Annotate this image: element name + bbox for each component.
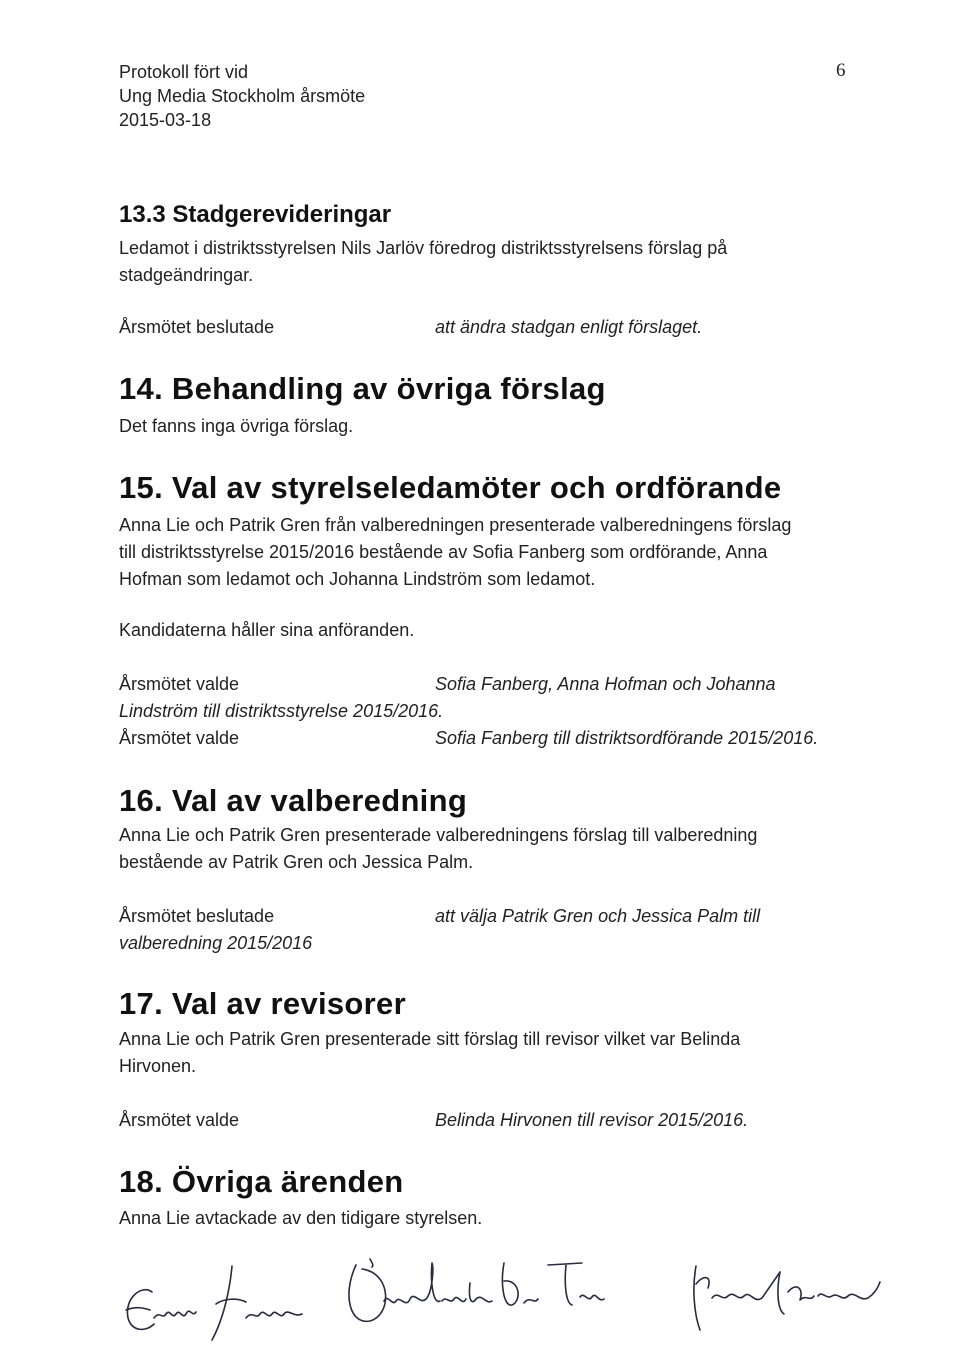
section-18-body: Anna Lie avtackade av den tidigare styrelsen. (119, 1208, 483, 1228)
section-13-3-decision-label: Årsmötet beslutade (119, 317, 275, 337)
section-15-body-line3: Hofman som ledamot och Johanna Lindström som ledamot. (119, 569, 596, 589)
section-13-3-body-line2: stadgeändringar. (119, 265, 254, 285)
section-15-body-line1: Anna Lie och Patrik Gren från valberedningen presenterade valberedningens förslag (119, 515, 792, 535)
section-15-decision2-label: Årsmötet valde (119, 728, 240, 748)
protocol-header-organization: Ung Media Stockholm årsmöte (119, 86, 366, 106)
section-17-title: 17. Val av revisorer (119, 986, 406, 1021)
section-17-body-line2: Hirvonen. (119, 1056, 197, 1076)
signature-2 (336, 1255, 606, 1340)
section-17-decision-text: Belinda Hirvonen till revisor 2015/2016. (435, 1110, 749, 1130)
section-15-title: 15. Val av styrelseledamöter och ordförande (119, 470, 782, 505)
section-13-3-title: 13.3 Stadgerevideringar (119, 201, 392, 228)
section-18-title: 18. Övriga ärenden (119, 1164, 404, 1199)
signature-1 (112, 1248, 312, 1348)
section-15-decision1-label: Årsmötet valde (119, 674, 240, 694)
signature-3 (684, 1258, 884, 1338)
page-number: 6 (836, 60, 846, 81)
section-16-body-line2: bestående av Patrik Gren och Jessica Palm. (119, 852, 474, 872)
section-16-body-line1: Anna Lie och Patrik Gren presenterade valberedningens förslag till valberedning (119, 825, 758, 845)
section-14-body: Det fanns inga övriga förslag. (119, 416, 354, 436)
section-17-body-line1: Anna Lie och Patrik Gren presenterade sitt förslag till revisor vilket var Belinda (119, 1029, 741, 1049)
section-13-3-body-line1: Ledamot i distriktsstyrelsen Nils Jarlöv föredrog distriktsstyrelsens förslag på (119, 238, 728, 258)
section-14-title: 14. Behandling av övriga förslag (119, 371, 606, 406)
section-16-decision-label: Årsmötet beslutade (119, 906, 275, 926)
section-16-decision-text-line2: valberedning 2015/2016 (119, 933, 313, 953)
protocol-header-line1: Protokoll fört vid (119, 62, 249, 82)
section-15-decision1-text-line1: Sofia Fanberg, Anna Hofman och Johanna (435, 674, 776, 694)
section-15-body-line2: till distriktsstyrelse 2015/2016 bestående av Sofia Fanberg som ordförande, Anna (119, 542, 768, 562)
section-17-decision-label: Årsmötet valde (119, 1110, 240, 1130)
protocol-header-date: 2015-03-18 (119, 110, 212, 130)
section-15-decision2-text: Sofia Fanberg till distriktsordförande 2015/2016. (435, 728, 819, 748)
section-13-3-decision-text: att ändra stadgan enligt förslaget. (435, 317, 703, 337)
section-15-speeches: Kandidaterna håller sina anföranden. (119, 620, 415, 640)
section-16-decision-text-line1: att välja Patrik Gren och Jessica Palm till (435, 906, 761, 926)
section-15-decision1-text-line2: Lindström till distriktsstyrelse 2015/2016. (119, 701, 444, 721)
section-16-title: 16. Val av valberedning (119, 783, 468, 818)
